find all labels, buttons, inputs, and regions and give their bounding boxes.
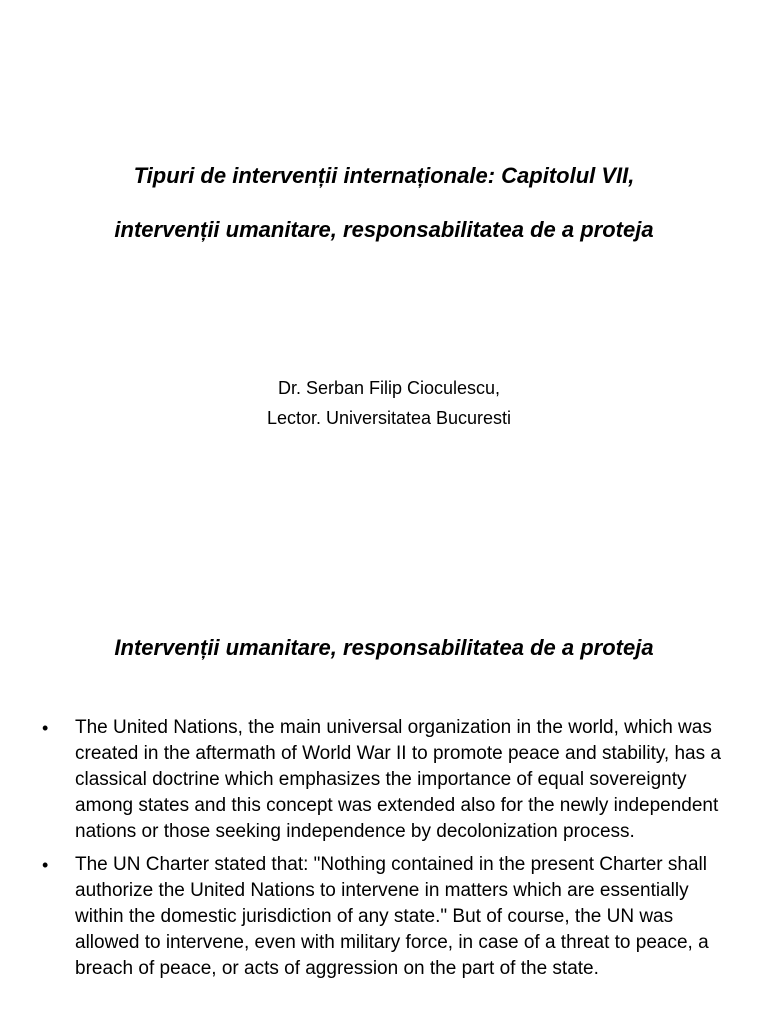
bullet-item bbox=[0, 715, 768, 845]
bullet-text: The United Nations, the main universal organization in the world, which was created in the aftermath of World War II to promote peace and stability, has a classical doctrine which emphasizes the importance of equal sovereignty among states and this concept was extended also for the newly independent nations or those seeking independence by decolonization process. bbox=[75, 717, 721, 842]
bullet-text: The UN Charter stated that: "Nothing contained in the present Charter shall authorize the United Nations to intervene in matters which are essentially within the domestic jurisdiction of any state." But of course, the UN was allowed to intervene, even with military force, in case of a threat to peace, a breach of peace, or acts of aggression on the part of the state. bbox=[75, 854, 709, 979]
bullet-item bbox=[0, 852, 768, 982]
bullet-marker: • bbox=[42, 855, 49, 875]
slide-title-line-1: Tipuri de intervenții internaționale: Capitolul VII, bbox=[133, 163, 635, 188]
bullet-marker: • bbox=[42, 718, 49, 738]
author-name: Dr. Serban Filip Cioculescu, bbox=[277, 378, 501, 398]
author-affiliation: Lector. Universitatea Bucuresti bbox=[266, 408, 512, 428]
slide-title-line-2: intervenții umanitare, responsabilitatea de a proteja bbox=[114, 217, 654, 242]
section-title: Intervenții umanitare, responsabilitatea de a proteja bbox=[114, 635, 654, 660]
bullet-list bbox=[0, 715, 768, 989]
